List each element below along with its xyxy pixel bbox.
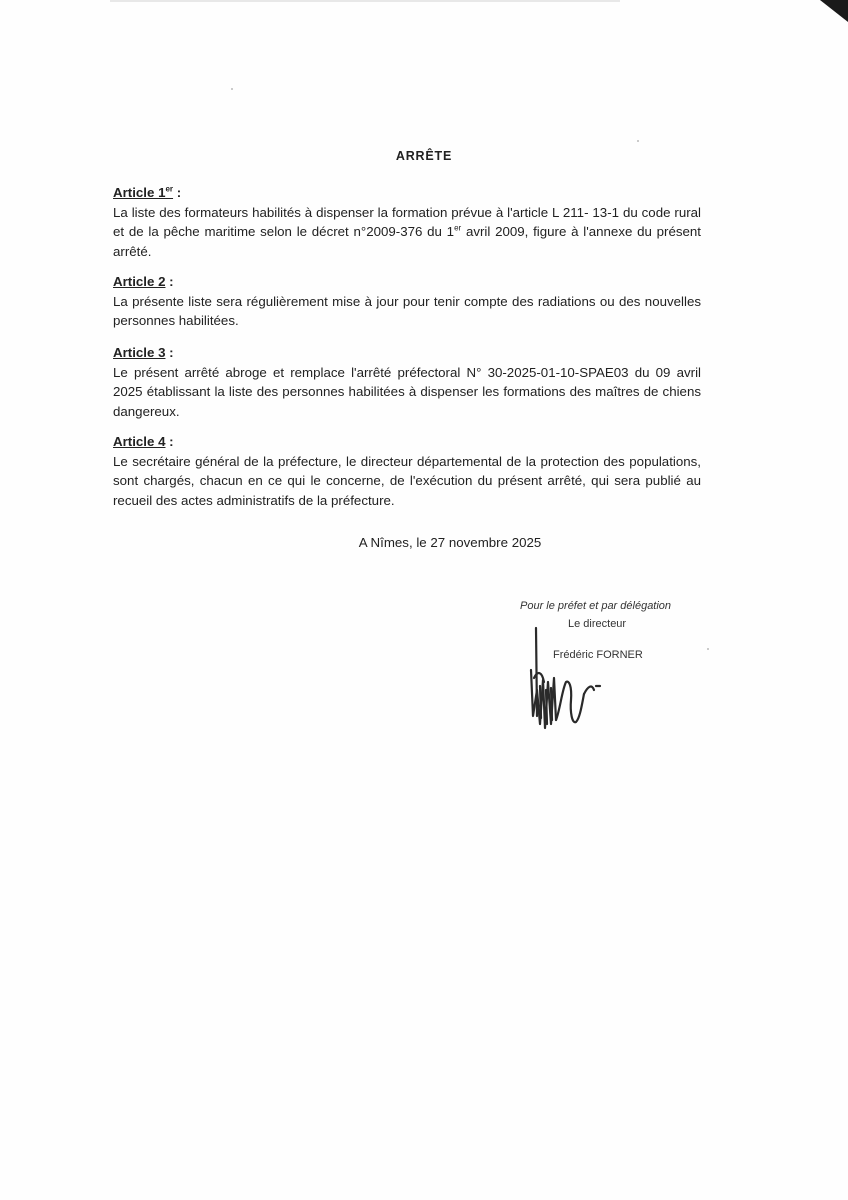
scan-speck: [707, 648, 709, 650]
article-1-label: Article 1: [113, 185, 166, 200]
document-title: ARRÊTE: [395, 149, 453, 163]
article-4-label: Article 4: [113, 434, 166, 449]
article-3: [113, 343, 701, 421]
article-1-label-suffix: :: [173, 185, 182, 200]
article-3-body: Le présent arrêté abroge et remplace l'arrêté préfectoral N° 30-2025-01-10-SPAE03 du 09 avril 2025 établissant la liste des personnes habilitées à dispenser les formations des maîtres de chiens dangereux.: [113, 364, 701, 419]
article-1-body: [113, 203, 701, 262]
scan-edge-top: [110, 0, 620, 2]
article-1-body-sup: er: [454, 223, 462, 233]
scan-speck: [637, 140, 639, 142]
article-2-heading: [113, 272, 701, 292]
article-4-label-suffix: :: [165, 434, 174, 449]
article-3-label: Article 3: [113, 345, 166, 360]
signature-delegation-line: Pour le préfet et par délégation: [520, 600, 672, 612]
article-2-label-suffix: :: [165, 274, 174, 289]
signature-title-line: Le directeur: [568, 618, 627, 630]
scan-speck: [231, 88, 233, 90]
article-4: [113, 432, 701, 510]
article-1-label-sup: er: [165, 184, 174, 194]
article-3-heading: [113, 343, 701, 363]
article-1: [113, 183, 701, 261]
article-2-body: La présente liste sera régulièrement mise à jour pour tenir compte des radiations ou des nouvelles personnes habilitées.: [113, 293, 701, 328]
place-and-date: A Nîmes, le 27 novembre 2025: [358, 535, 542, 550]
article-1-body-part2: avril 2009, figure à l'annexe du présent arrêté.: [113, 224, 701, 259]
article-3-label-suffix: :: [165, 345, 174, 360]
scan-corner-mark: [818, 0, 848, 22]
signatory-name: Frédéric FORNER: [553, 649, 643, 661]
article-4-body: Le secrétaire général de la préfecture, le directeur départemental de la protection des populations, sont chargés, chacun en ce qui le concerne, de l'exécution du présent arrêté, qui sera publié au recueil des actes administratifs de la préfecture.: [113, 453, 701, 508]
article-1-heading: [113, 183, 701, 203]
handwritten-signature: [518, 620, 618, 740]
article-2: [113, 272, 701, 331]
article-1-body-part1: La liste des formateurs habilités à dispenser la formation prévue à l'article L 211- 13-1 du code rural et de la pêche maritime selon le décret n°2009-376 du 1: [113, 204, 701, 239]
article-2-label: Article 2: [113, 274, 166, 289]
article-4-heading: [113, 432, 701, 452]
